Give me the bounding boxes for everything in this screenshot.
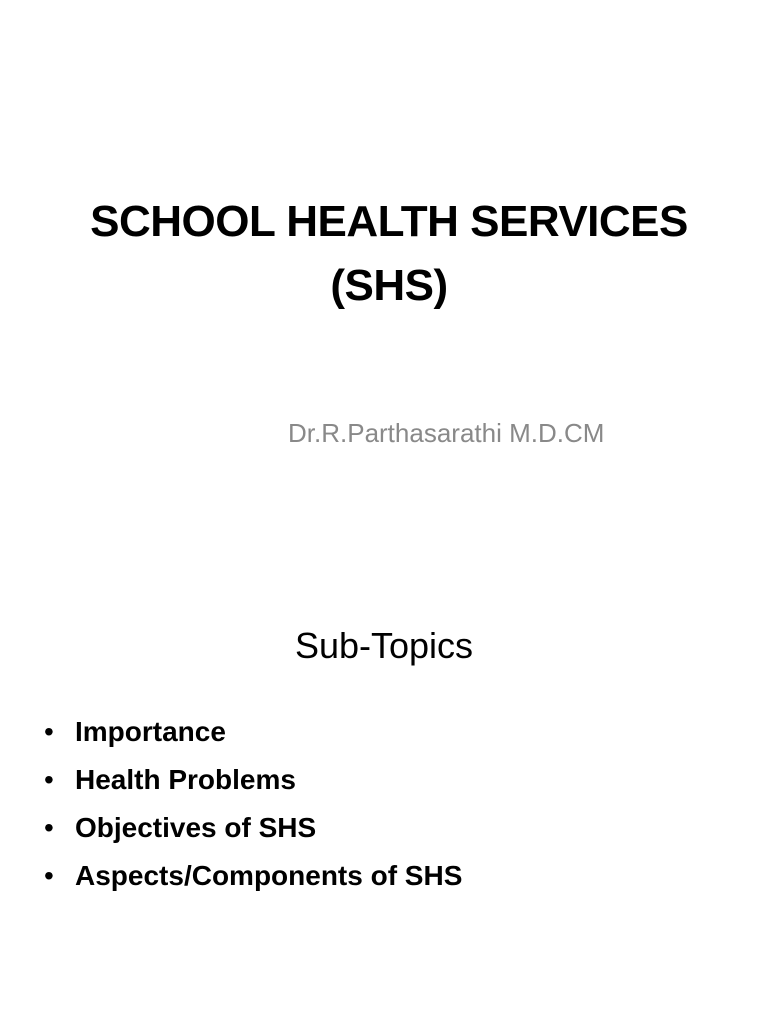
bullet-icon: • xyxy=(44,764,54,795)
list-item xyxy=(44,764,462,812)
list-item-label: Objectives of SHS xyxy=(75,812,317,843)
bullet-icon: • xyxy=(44,716,54,747)
list-item xyxy=(44,716,462,764)
list-item xyxy=(44,860,462,908)
author-subtitle: Dr.R.Parthasarathi M.D.CM xyxy=(288,418,605,448)
list-item-label: Importance xyxy=(75,716,226,747)
bullet-icon: • xyxy=(44,812,54,843)
list-item-label: Aspects/Components of SHS xyxy=(75,860,463,891)
slide-title xyxy=(0,190,768,318)
title-line-1: SCHOOL HEALTH SERVICES xyxy=(90,197,688,246)
subtopics-heading: Sub-Topics xyxy=(294,625,474,666)
title-line-2: (SHS) xyxy=(330,261,448,310)
subtopics-list xyxy=(44,716,462,908)
list-item-label: Health Problems xyxy=(75,764,296,795)
list-item xyxy=(44,812,462,860)
bullet-icon: • xyxy=(44,860,54,891)
